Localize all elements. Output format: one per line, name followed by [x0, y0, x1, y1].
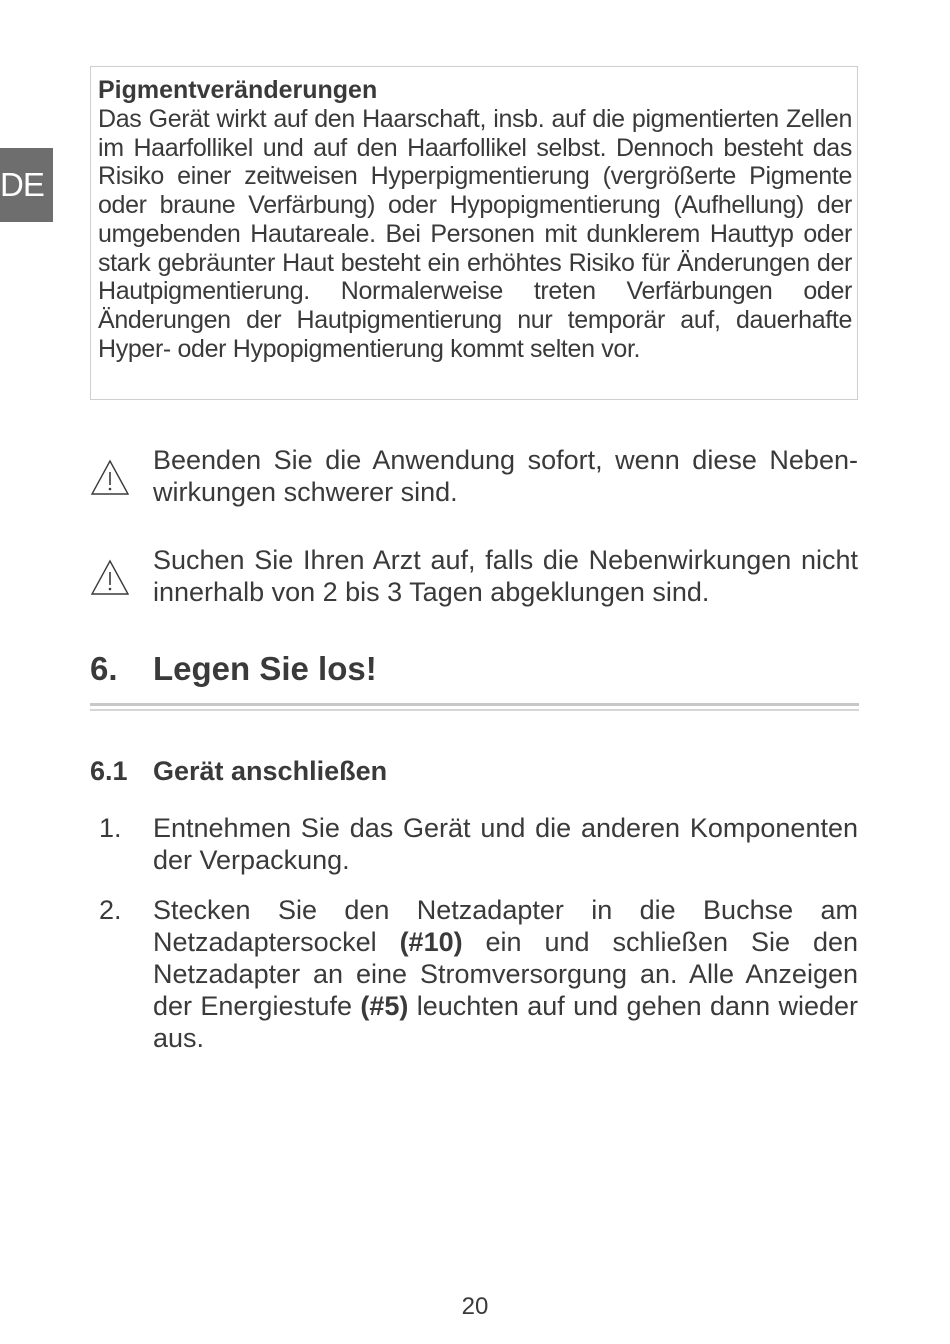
list-item — [90, 894, 860, 1054]
info-box — [90, 66, 858, 400]
part-reference: (#10) — [399, 927, 463, 957]
page-number: 20 — [461, 1293, 489, 1320]
step-number: 1. — [99, 813, 122, 843]
step-number: 2. — [99, 895, 122, 925]
section-divider — [90, 703, 859, 706]
part-reference: (#5) — [360, 991, 409, 1021]
warning-text: Suchen Sie Ihren Arzt auf, falls die Nebenwirkungen nicht innerhalb von 2 bis 3 Tagen abgeklungen sind. — [153, 545, 858, 607]
warning-triangle-icon — [90, 558, 130, 596]
list-item — [90, 812, 860, 876]
section-heading — [90, 650, 377, 688]
warning-text: Beenden Sie die Anwendung sofort, wenn diese Nebenwirkungen schwerer sind. — [153, 445, 858, 507]
warning-item — [90, 544, 860, 608]
subsection-title: Gerät anschließen — [153, 756, 388, 786]
warning-triangle-icon — [90, 458, 130, 496]
section-title: Legen Sie los! — [153, 650, 377, 687]
subsection-number: 6.1 — [90, 756, 128, 786]
subsection-heading — [90, 756, 387, 787]
step-text-part: leuchten auf und gehen dann wieder aus. — [153, 991, 858, 1053]
step-text-part: ein und schließen Sie den Netzadapter an eine Stromversorgung an. Alle Anzeigen der Energiestufe — [153, 927, 858, 1021]
warning-item — [90, 444, 860, 508]
step-text-part: Stecken Sie den Netzadapter in die Buchse am Netzadaptersockel — [153, 895, 858, 957]
info-box-body: Das Gerät wirkt auf den Haarschaft, insb. auf die pigmentierten Zellen im Haarfollikel und auf den Haarfollikel selbst. Dennoch besteht das Risiko einer zeitweisen Hyperpigmentierung (vergrößerte Pigmente oder braune Verfärbung) oder Hypopigmentierung (Aufhellung) der umgebenden Hautareale. Bei Personen mit dunklerem Hauttyp oder stark gebräunter Haut besteht ein erhöhtes Risiko für Änderungen der Hautpigmentierung. Normalerweise treten Verfärbungen oder Änderungen der Hautpigmentierung nur temporär auf, dauerhafte Hyper- oder Hypopigmentierung kommt selten vor. — [98, 105, 852, 363]
language-tab: DE — [0, 148, 53, 222]
section-divider — [90, 709, 859, 711]
step-text — [153, 894, 858, 1054]
info-box-title: Pigmentveränderungen — [98, 76, 378, 104]
section-number: 6. — [90, 650, 118, 687]
step-text: Entnehmen Sie das Gerät und die anderen Komponenten der Verpackung. — [153, 813, 858, 875]
